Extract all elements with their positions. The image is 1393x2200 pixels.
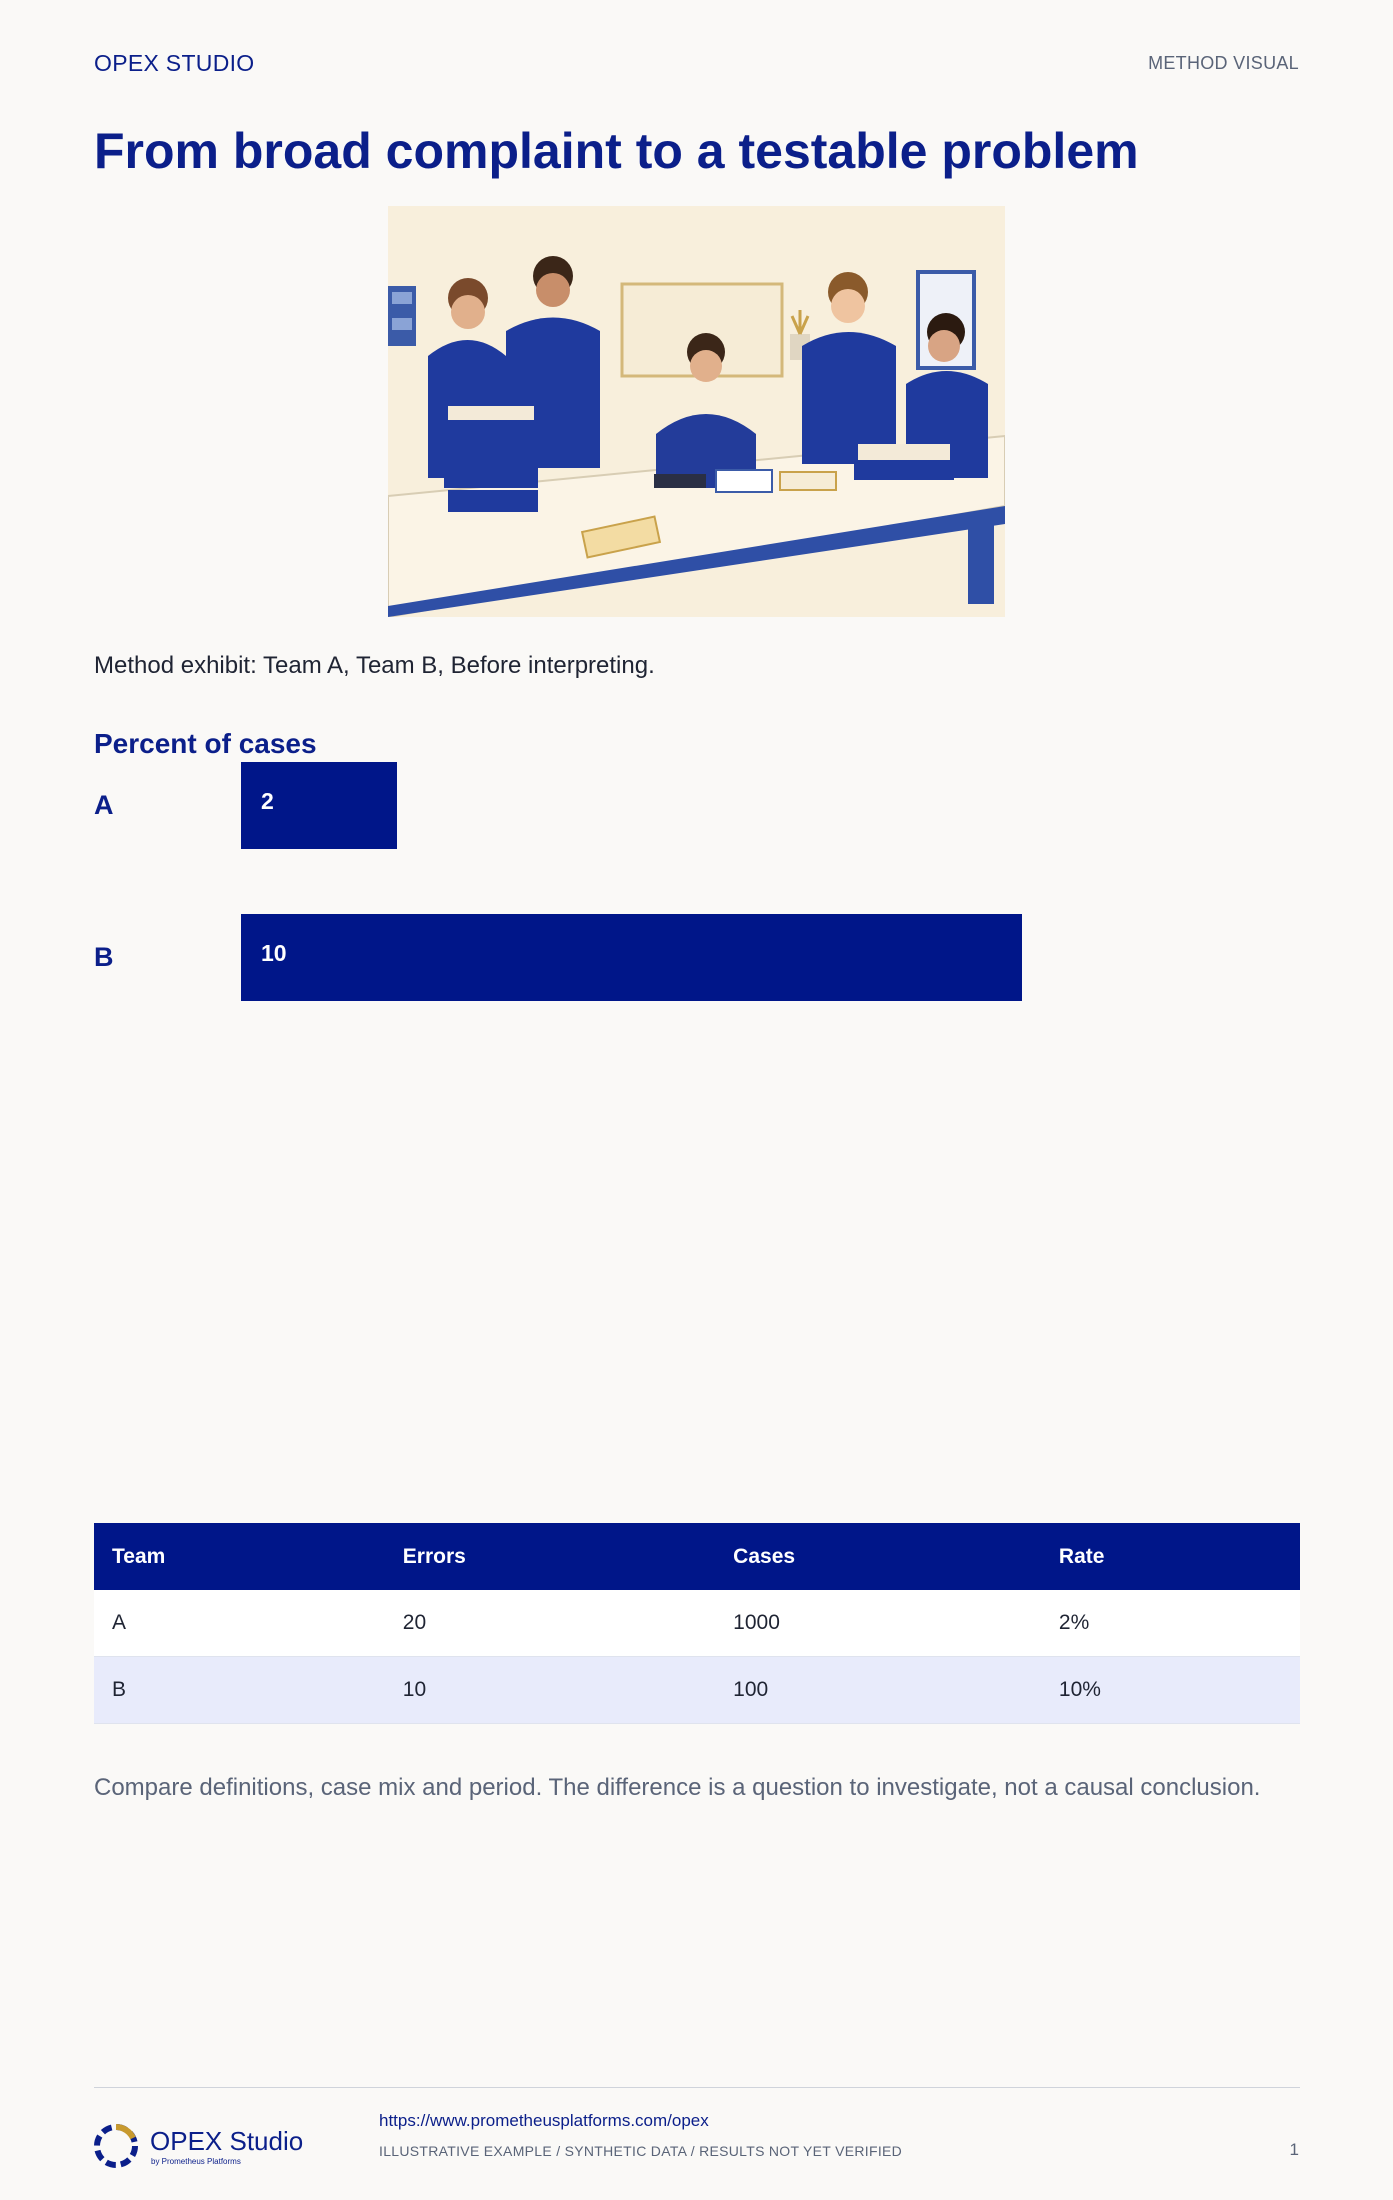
data-table [94, 1523, 1300, 1724]
cell-errors: 10 [385, 1657, 715, 1724]
header-cases: Cases [715, 1523, 1041, 1590]
cell-team: A [94, 1590, 385, 1657]
cell-cases: 1000 [715, 1590, 1041, 1657]
footer-brand-sub: by Prometheus Platforms [151, 2157, 241, 2166]
cell-errors: 20 [385, 1590, 715, 1657]
bar-value-label: 10 [261, 940, 287, 966]
footer-brand: OPEX Studio [150, 2126, 304, 2156]
cell-cases: 100 [715, 1657, 1041, 1724]
page-title: From broad complaint to a testable problem [94, 123, 1139, 179]
header-team: Team [94, 1523, 385, 1590]
bar-a [241, 762, 397, 849]
table-row [94, 1590, 1300, 1657]
cell-rate: 2% [1041, 1590, 1300, 1657]
footer-url-link[interactable]: https://www.prometheusplatforms.com/opex [379, 2111, 709, 2130]
cell-rate: 10% [1041, 1657, 1300, 1724]
footer-divider [94, 2087, 1300, 2088]
header-errors: Errors [385, 1523, 715, 1590]
bar-category-label: B [94, 942, 114, 972]
header-rate: Rate [1041, 1523, 1300, 1590]
table-header-row [94, 1523, 1300, 1590]
section-tag: METHOD VISUAL [1148, 53, 1299, 73]
opex-logo-icon [92, 2122, 140, 2170]
chart-title: Percent of cases [94, 728, 317, 759]
table-row [94, 1657, 1300, 1724]
cell-team: B [94, 1657, 385, 1724]
exhibit-caption: Method exhibit: Team A, Team B, Before interpreting. [94, 652, 655, 679]
bar-value-label: 2 [261, 788, 274, 814]
footer-disclaimer: ILLUSTRATIVE EXAMPLE / SYNTHETIC DATA / RESULTS NOT YET VERIFIED [379, 2143, 903, 2159]
interpretation-note: Compare definitions, case mix and period. The difference is a question to investigate, not a causal conclusion. [94, 1774, 1261, 1801]
bar-category-label: A [94, 790, 114, 820]
header-brand: OPEX STUDIO [94, 50, 255, 76]
bar-b [241, 914, 1022, 1001]
team-workspace-illustration [388, 206, 1005, 617]
page-number: 1 [1289, 2140, 1299, 2159]
